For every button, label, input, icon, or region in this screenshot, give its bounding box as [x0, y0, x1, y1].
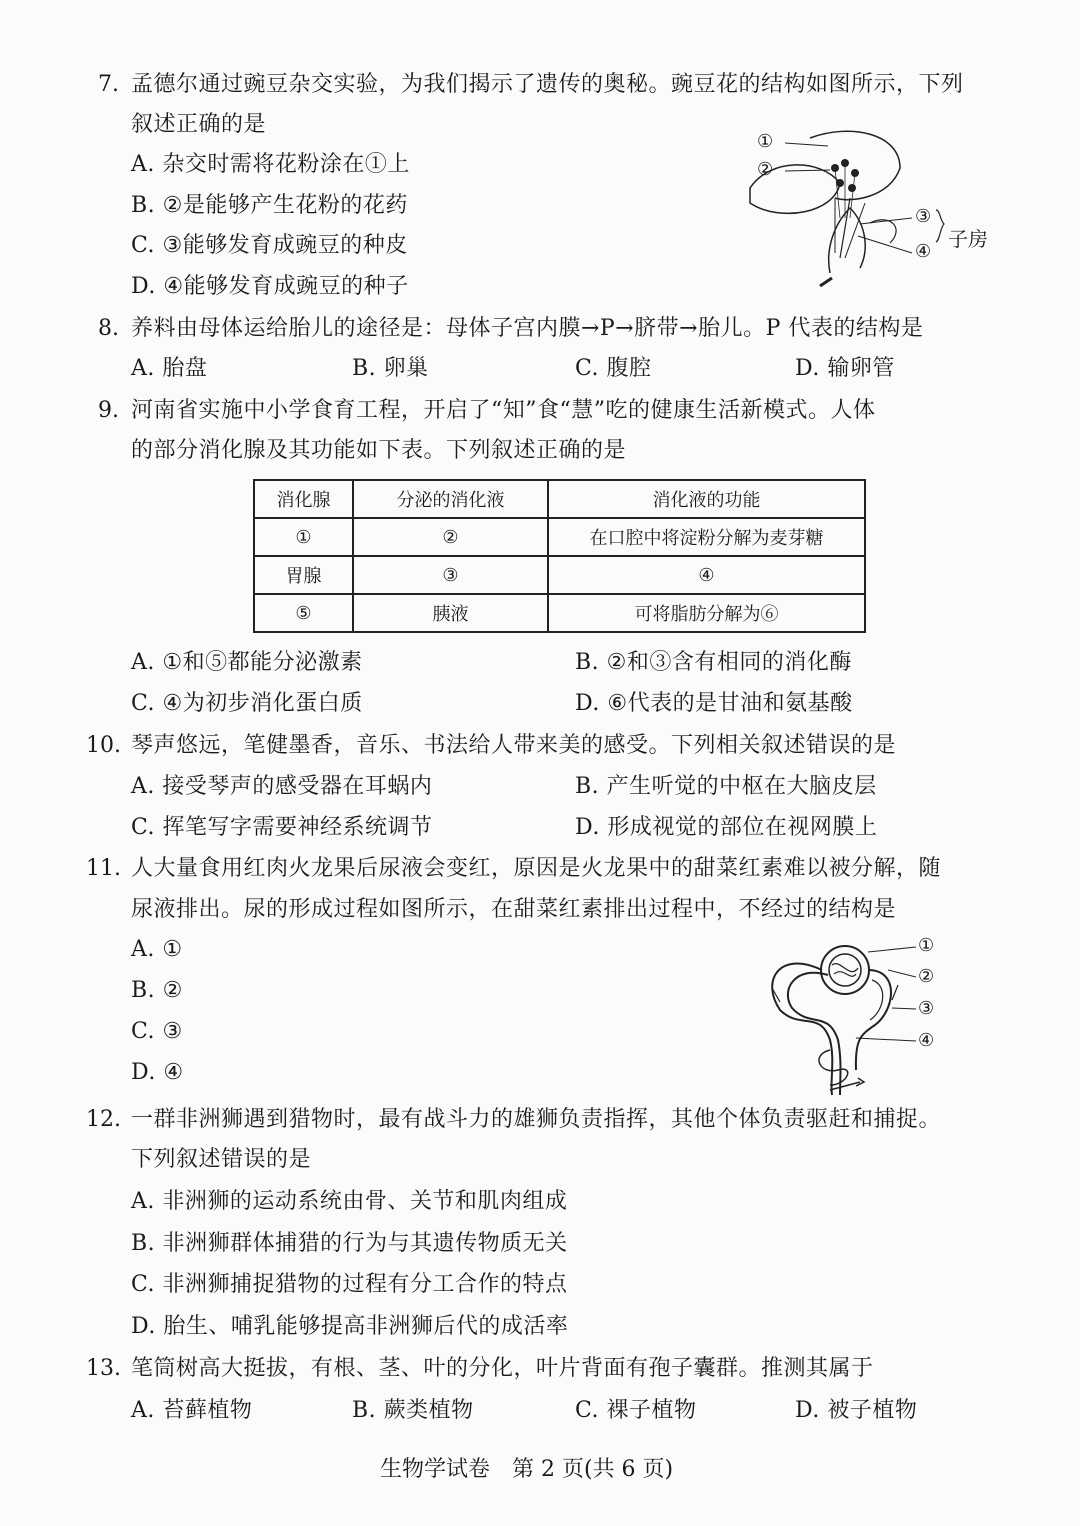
table-cell: ② — [353, 518, 548, 556]
ovary-label: 子房 — [948, 227, 988, 251]
pea-label-2: ② — [757, 159, 774, 180]
q7-stem-line2: 叙述正确的是 — [131, 112, 267, 137]
table-cell: ① — [254, 518, 353, 556]
pea-label-1: ① — [757, 131, 774, 152]
pea-label-3: ③ — [915, 206, 932, 227]
q11-option-d: D. ④ — [131, 1060, 184, 1085]
q7-option-a: A. 杂交时需将花粉涂在①上 — [131, 152, 410, 177]
q12-number: 12. — [86, 1107, 121, 1132]
q11-stem-line2: 尿液排出。尿的形成过程如图所示，在甜菜红素排出过程中，不经过的结构是 — [131, 897, 897, 922]
q10-option-c: C. 挥笔写字需要神经系统调节 — [131, 815, 433, 840]
q8-stem: 养料由母体运给胎儿的途径是：母体子宫内膜→P→脐带→胎儿。P 代表的结构是 — [131, 316, 924, 341]
q12-stem-line2: 下列叙述错误的是 — [131, 1147, 312, 1172]
q8-option-c: C. 腹腔 — [575, 356, 652, 381]
nephron-label-3: ③ — [918, 998, 935, 1019]
table-header-cell: 消化腺 — [254, 480, 353, 518]
table-cell: ④ — [548, 556, 865, 594]
q10-option-a: A. 接受琴声的感受器在耳蜗内 — [131, 774, 433, 799]
table-row — [254, 594, 865, 632]
q12-stem-line1: 一群非洲狮遇到猎物时，最有战斗力的雄狮负责指挥，其他个体负责驱赶和捕捉。 — [131, 1107, 942, 1132]
table-cell: 可将脂肪分解为⑥ — [548, 594, 865, 632]
table-cell: ③ — [353, 556, 548, 594]
q12-option-a: A. 非洲狮的运动系统由骨、关节和肌肉组成 — [131, 1189, 568, 1214]
q9-stem-line1: 河南省实施中小学食育工程，开启了“知”食“慧”吃的健康生活新模式。人体 — [131, 398, 876, 423]
q7-stem-line1: 孟德尔通过豌豆杂交实验，为我们揭示了遗传的奥秘。豌豆花的结构如图所示，下列 — [131, 72, 964, 97]
q8-option-d: D. 输卵管 — [795, 356, 895, 381]
q9-option-d: D. ⑥代表的是甘油和氨基酸 — [575, 691, 853, 716]
q8-option-a: A. 胎盘 — [131, 356, 208, 381]
nephron-label-1: ① — [918, 935, 935, 956]
table-cell: 胃腺 — [254, 556, 353, 594]
q11-option-c: C. ③ — [131, 1019, 183, 1044]
table-cell: ⑤ — [254, 594, 353, 632]
q11-stem-line1: 人大量食用红肉火龙果后尿液会变红，原因是火龙果中的甜菜红素难以被分解，随 — [131, 856, 942, 881]
q13-number: 13. — [86, 1356, 121, 1381]
q7-option-d: D. ④能够发育成豌豆的种子 — [131, 274, 409, 299]
q13-option-c: C. 裸子植物 — [575, 1398, 697, 1423]
q13-stem: 笔筒树高大挺拔，有根、茎、叶的分化，叶片背面有孢子囊群。推测其属于 — [131, 1356, 874, 1381]
q9-stem-line2: 的部分消化腺及其功能如下表。下列叙述正确的是 — [131, 438, 627, 463]
q8-option-b: B. 卵巢 — [352, 356, 429, 381]
table-row — [254, 518, 865, 556]
q8-number: 8. — [98, 316, 119, 341]
nephron-label-4: ④ — [918, 1030, 935, 1051]
nephron-label-2: ② — [918, 966, 935, 987]
q10-option-b: B. 产生听觉的中枢在大脑皮层 — [575, 774, 877, 799]
q12-option-c: C. 非洲狮捕捉猎物的过程有分工合作的特点 — [131, 1272, 568, 1297]
table-header-cell: 分泌的消化液 — [353, 480, 548, 518]
q10-option-d: D. 形成视觉的部位在视网膜上 — [575, 815, 878, 840]
q12-option-d: D. 胎生、哺乳能够提高非洲狮后代的成活率 — [131, 1314, 569, 1339]
q13-option-d: D. 被子植物 — [795, 1398, 918, 1423]
table-row — [254, 556, 865, 594]
q9-option-a: A. ①和⑤都能分泌激素 — [131, 650, 363, 675]
q7-option-b: B. ②是能够产生花粉的花药 — [131, 193, 408, 218]
q13-option-b: B. 蕨类植物 — [352, 1398, 474, 1423]
q10-stem: 琴声悠远，笔健墨香，音乐、书法给人带来美的感受。下列相关叙述错误的是 — [131, 733, 897, 758]
q11-option-a: A. ① — [131, 937, 183, 962]
digestive-gland-table — [253, 479, 866, 633]
q9-option-c: C. ④为初步消化蛋白质 — [131, 691, 363, 716]
pea-label-4: ④ — [915, 241, 932, 262]
q12-option-b: B. 非洲狮群体捕猎的行为与其遗传物质无关 — [131, 1231, 568, 1256]
q7-option-c: C. ③能够发育成豌豆的种皮 — [131, 233, 408, 258]
q10-number: 10. — [86, 733, 121, 758]
table-header-row — [254, 480, 865, 518]
q13-option-a: A. 苔藓植物 — [131, 1398, 253, 1423]
page-footer: 生物学试卷 第 2 页(共 6 页) — [380, 1457, 674, 1482]
table-cell: 在口腔中将淀粉分解为麦芽糖 — [548, 518, 865, 556]
pea-flower-drawing — [740, 128, 1000, 288]
q11-number: 11. — [86, 856, 121, 881]
q9-option-b: B. ②和③含有相同的消化酶 — [575, 650, 852, 675]
q7-number: 7. — [98, 72, 119, 97]
table-header-cell: 消化液的功能 — [548, 480, 865, 518]
q9-number: 9. — [98, 398, 119, 423]
q11-option-b: B. ② — [131, 978, 183, 1003]
table-cell: 胰液 — [353, 594, 548, 632]
nephron-drawing — [760, 930, 930, 1100]
